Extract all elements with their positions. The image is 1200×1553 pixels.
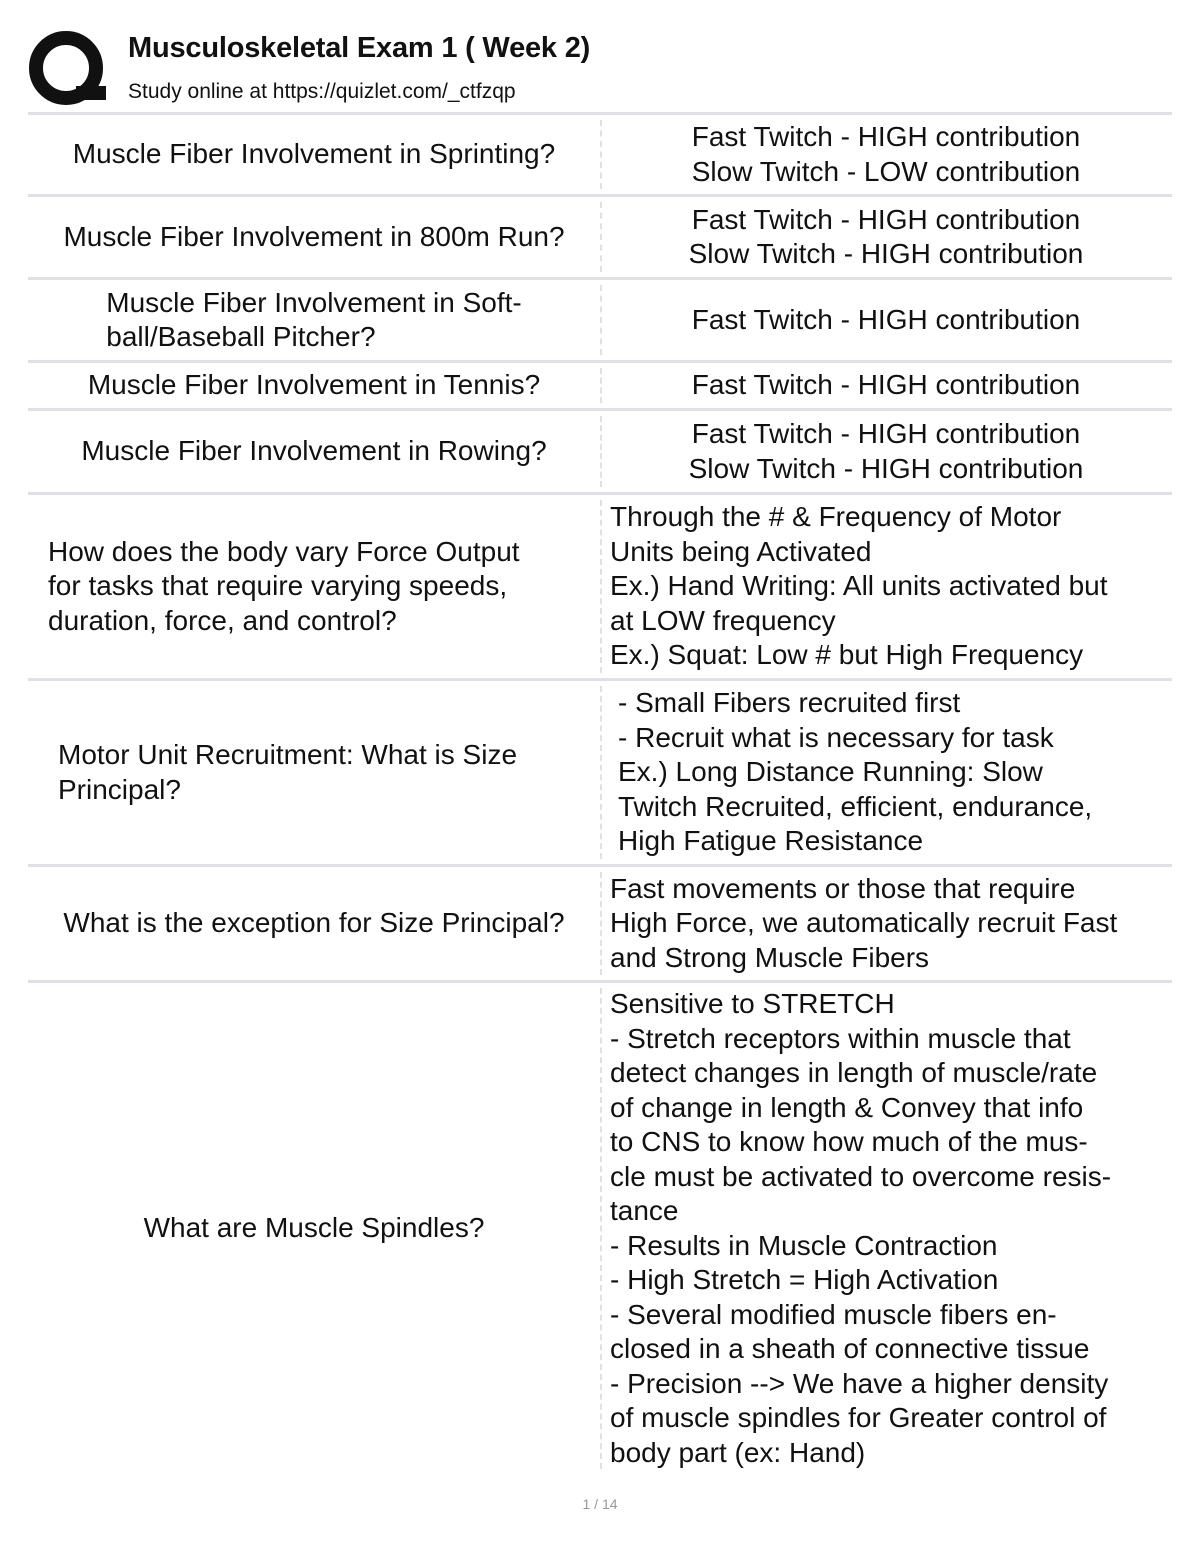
card-definition: Fast Twitch - HIGH contribution bbox=[600, 368, 1172, 403]
flashcard-row bbox=[28, 360, 1172, 408]
card-definition: Fast Twitch - HIGH contribution Slow Twitch - LOW contribution bbox=[600, 120, 1172, 189]
card-term: Muscle Fiber Involvement in Sprinting? bbox=[72, 138, 556, 170]
card-definition: Fast Twitch - HIGH contribution bbox=[600, 285, 1172, 355]
flashcard-list bbox=[28, 112, 1172, 1474]
card-term: Muscle Fiber Involvement in Soft- ball/Baseball Pitcher? bbox=[106, 286, 522, 352]
quizlet-q-logo-icon bbox=[28, 30, 108, 110]
card-term: Muscle Fiber Involvement in Rowing? bbox=[81, 435, 547, 467]
flashcard-row bbox=[28, 980, 1172, 1474]
document-header bbox=[28, 28, 1178, 112]
flashcard-row bbox=[28, 112, 1172, 194]
page-number: 1 / 14 bbox=[582, 1496, 618, 1512]
card-definition: Fast movements or those that require High Force, we automatically recruit Fast and Strong Muscle Fibers bbox=[600, 872, 1172, 975]
card-term: What are Muscle Spindles? bbox=[143, 1212, 485, 1244]
study-online-link[interactable]: Study online at https://quizlet.com/_ctfzqp bbox=[128, 80, 516, 103]
card-term: What is the exception for Size Principal? bbox=[63, 907, 565, 939]
card-definition: - Small Fibers recruited first - Recruit what is necessary for task Ex.) Long Distance Running: Slow Twitch Recruited, efficient, endurance, High Fatigue Resistance bbox=[600, 686, 1172, 859]
flashcard-row bbox=[28, 864, 1172, 980]
card-definition: Through the # & Frequency of Motor Units being Activated Ex.) Hand Writing: All units activated but at LOW frequency Ex.) Squat: Low # but High Frequency bbox=[600, 500, 1172, 673]
card-term: Motor Unit Recruitment: What is Size Principal? bbox=[58, 739, 518, 805]
document-title: Musculoskeletal Exam 1 ( Week 2) bbox=[128, 32, 591, 64]
card-definition: Fast Twitch - HIGH contribution Slow Twitch - HIGH contribution bbox=[600, 416, 1172, 487]
flashcard-row bbox=[28, 678, 1172, 864]
card-term: Muscle Fiber Involvement in Tennis? bbox=[87, 369, 541, 401]
card-definition: Fast Twitch - HIGH contribution Slow Twitch - HIGH contribution bbox=[600, 202, 1172, 272]
flashcard-row bbox=[28, 492, 1172, 678]
card-term: Muscle Fiber Involvement in 800m Run? bbox=[63, 220, 565, 252]
card-definition: Sensitive to STRETCH - Stretch receptors within muscle that detect changes in length of muscle/rate of change in length & Convey that info to CNS to know how much of the mus- cle must be activated to overcome resis- tance - Results in Muscle Contraction - High Stretch = High Activation - Several modified muscle fibers en- closed in a sheath of connective tissue - Precision --> We have a higher density of muscle spindles for Greater control of body part (ex: Hand) bbox=[600, 988, 1172, 1469]
flashcard-row bbox=[28, 194, 1172, 277]
flashcard-row bbox=[28, 408, 1172, 492]
flashcard-row bbox=[28, 277, 1172, 360]
card-term: How does the body vary Force Output for tasks that require varying speeds, duration, force, and control? bbox=[48, 535, 520, 636]
